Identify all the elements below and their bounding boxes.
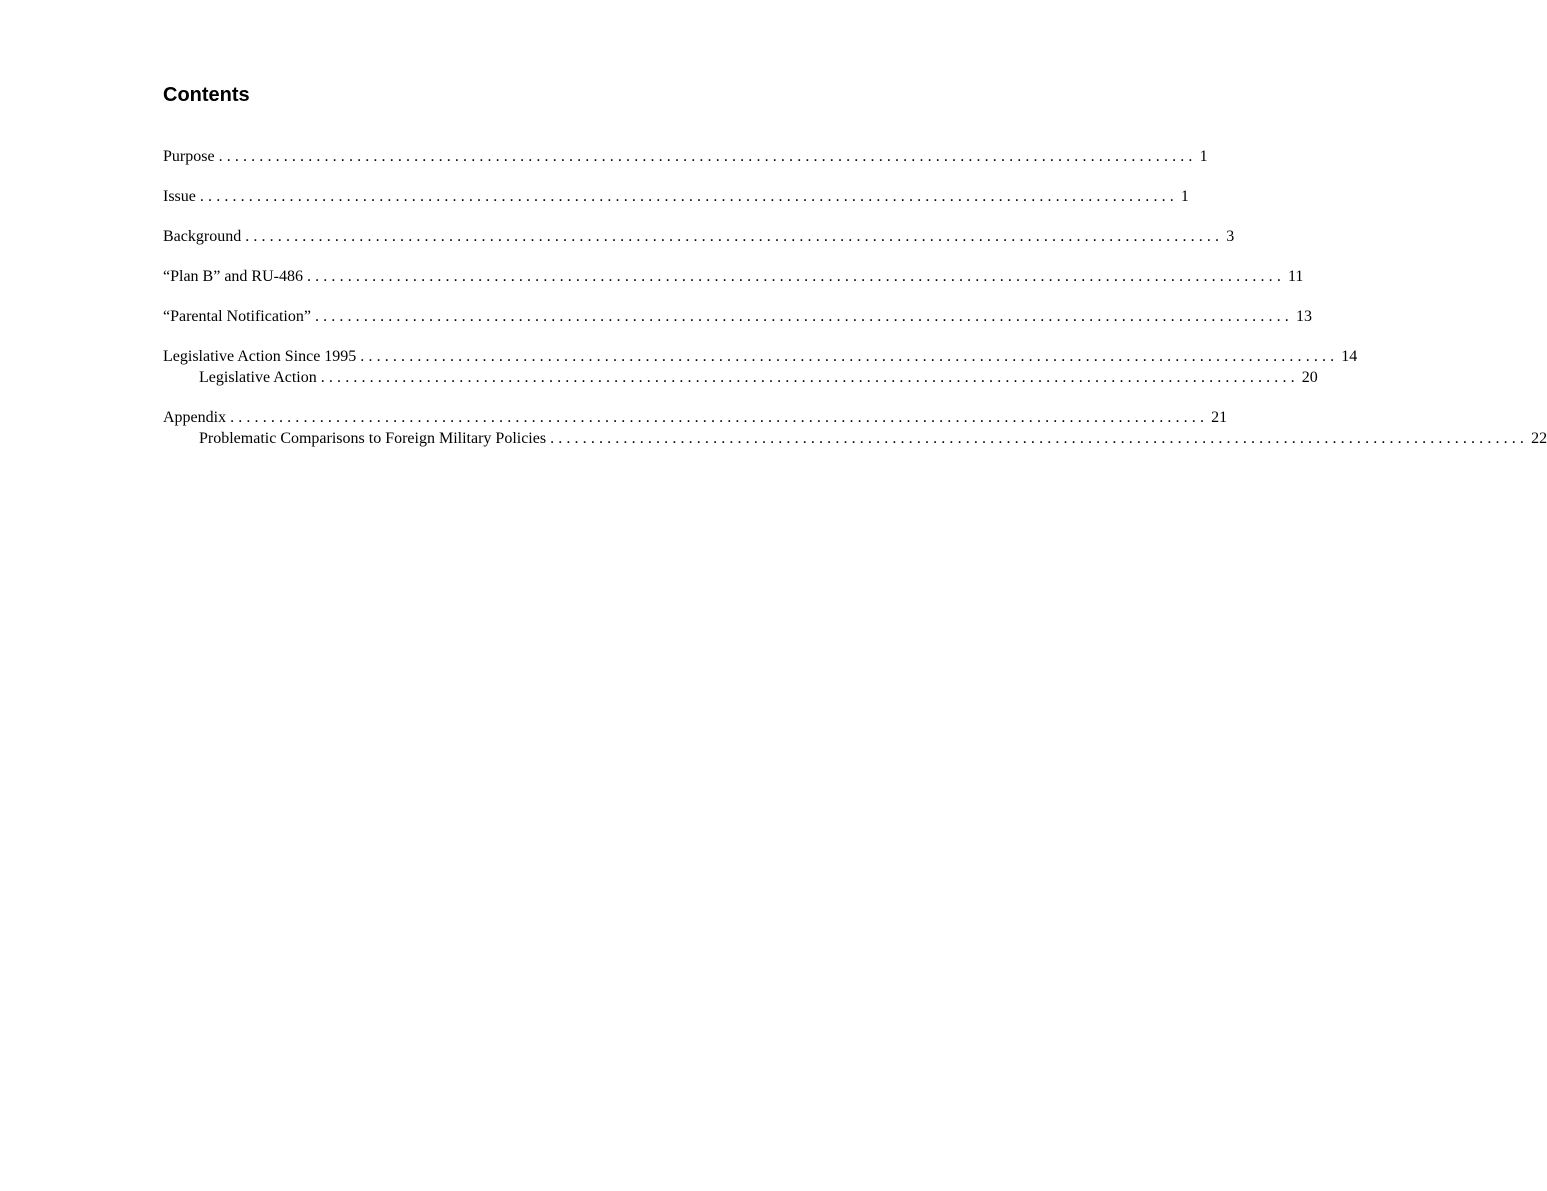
- toc-entry-plan-b[interactable]: [163, 266, 1304, 287]
- toc-entry-label: Problematic Comparisons to Foreign Military Policies: [199, 430, 547, 447]
- toc-entry-label: Legislative Action: [199, 369, 317, 386]
- toc-entry-page: 13: [1295, 308, 1312, 325]
- dot-leader: ........................................................................................................................: [320, 369, 1299, 386]
- toc-entry-page: 22: [1531, 430, 1547, 447]
- toc-entry-label: Legislative Action Since 1995: [163, 348, 357, 365]
- toc-entry-label: “Parental Notification”: [163, 308, 311, 325]
- toc-entry-legislative-action-since-1995[interactable]: [163, 346, 1358, 367]
- toc-entry-issue[interactable]: [163, 186, 1189, 207]
- toc-entry-page: 14: [1341, 348, 1358, 365]
- dot-leader: ........................................................................................................................: [550, 430, 1529, 447]
- toc-entry-label: “Plan B” and RU-486: [163, 268, 303, 285]
- toc-entry-label: Appendix: [163, 409, 227, 426]
- toc-entry-parental-notification[interactable]: [163, 306, 1312, 327]
- dot-leader: ........................................................................................................................: [360, 348, 1339, 365]
- toc-entry-page: 21: [1211, 409, 1228, 426]
- toc-entry-label: Issue: [163, 188, 196, 205]
- toc-entry-purpose[interactable]: [163, 146, 1208, 167]
- table-of-contents: [163, 146, 1547, 449]
- dot-leader: ........................................................................................................................: [314, 308, 1293, 325]
- toc-entry-page: 1: [1180, 188, 1189, 205]
- dot-leader: ........................................................................................................................: [245, 228, 1224, 245]
- toc-entry-legislative-action[interactable]: [163, 367, 1318, 388]
- toc-entry-page: 1: [1199, 148, 1208, 165]
- toc-entry-foreign-military-policies[interactable]: [163, 428, 1547, 449]
- toc-entry-page: 3: [1226, 228, 1235, 245]
- toc-entry-label: Purpose: [163, 148, 215, 165]
- toc-entry-background[interactable]: [163, 226, 1235, 247]
- dot-leader: ........................................................................................................................: [306, 268, 1285, 285]
- toc-entry-label: Background: [163, 228, 242, 245]
- dot-leader: ........................................................................................................................: [230, 409, 1209, 426]
- contents-heading: Contents: [163, 84, 250, 106]
- toc-entry-page: 20: [1301, 369, 1318, 386]
- dot-leader: ........................................................................................................................: [218, 148, 1197, 165]
- dot-leader: ........................................................................................................................: [199, 188, 1178, 205]
- toc-entry-page: 11: [1287, 268, 1304, 285]
- toc-entry-appendix[interactable]: [163, 407, 1228, 428]
